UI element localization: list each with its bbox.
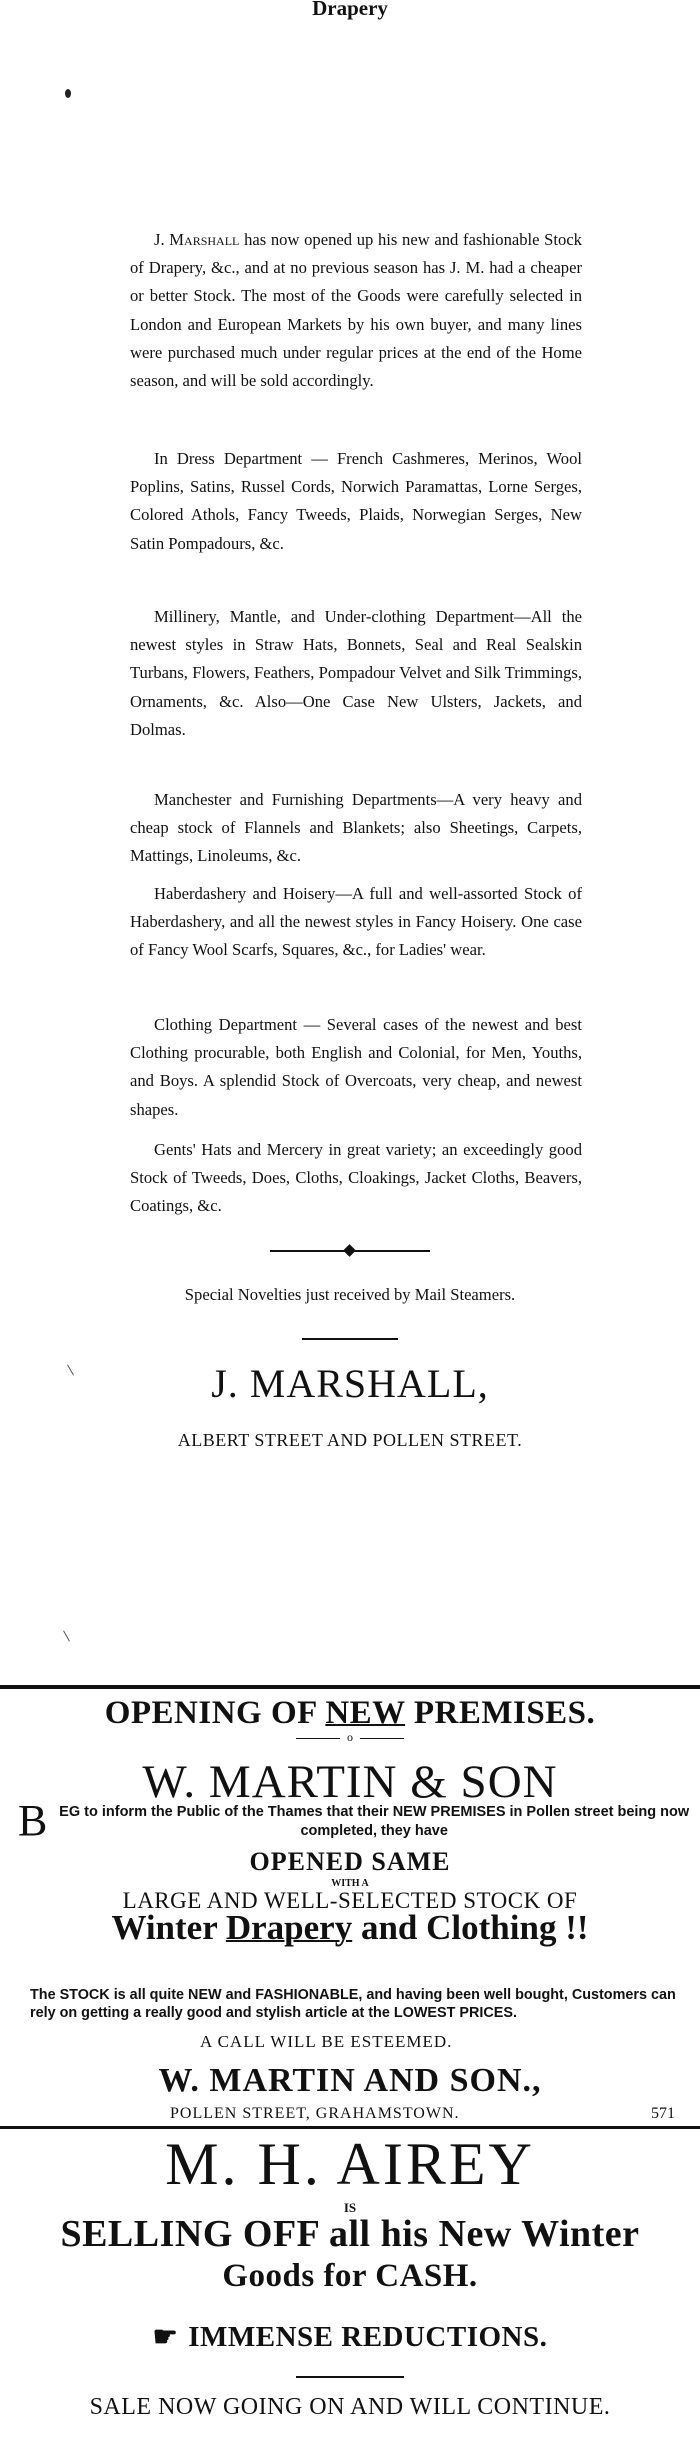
winter-part: Winter [111, 1908, 226, 1947]
is-line: IS [343, 2200, 357, 2215]
winter-part: and Clothing !! [352, 1908, 589, 1947]
martin-name-heading: W. MARTIN & SON [142, 1756, 558, 1808]
opened-same-line: OPENED SAME [249, 1847, 451, 1876]
ad-separator-rule [0, 2126, 700, 2129]
beg-to-inform-text: EG to inform the Public of the Thames that their NEW PREMISES in Pollen street being now completed, they have [59, 1804, 690, 1839]
marshall-signature: J. MARSHALL, [211, 1361, 489, 1406]
stock-note-paragraph: The STOCK is all quite NEW and FASHIONABLE, and having been well bought, Customers can rely on getting a really good and stylish article at the LOWEST PRICES. [30, 1987, 676, 2021]
ad-number: 571 [651, 2105, 675, 2122]
special-novelties-line: Special Novelties just received by Mail Steamers. [184, 1285, 516, 1304]
immense-reductions-text: IMMENSE REDUCTIONS. [188, 2321, 548, 2353]
large-stock-line: LARGE AND WELL-SELECTED STOCK OF [122, 1888, 578, 1913]
clothing-department-paragraph: Clothing Department — Several cases of the newest and best Clothing procurable, both English and Colonial, for Men, Youths, and Boys. A splendid Stock of Overcoats, very cheap, and newest shapes. [130, 1015, 582, 1119]
goods-for-cash-line: Goods for CASH. [222, 2258, 478, 2294]
ink-mark [63, 1631, 70, 1642]
sale-continue-line: SALE NOW GOING ON AND WILL CONTINUE. [89, 2394, 611, 2420]
opening-headline-part: OPENING OF [104, 1695, 326, 1731]
winter-drapery-word: Drapery [225, 1908, 353, 1947]
manchester-department-paragraph: Manchester and Furnishing Departments—A very heavy and cheap stock of Flannels and Blankets; also Sheetings, Carpets, Mattings, Linoleums, &c. [130, 790, 582, 866]
small-rule-right [360, 1738, 404, 1739]
beg-to-inform-paragraph [18, 1796, 698, 1845]
with-a-line: WITH A [331, 1878, 369, 1889]
airey-name-heading: M. H. AIREY [165, 2131, 535, 2197]
pointing-hand-icon: ☛ [152, 2322, 179, 2353]
marshall-intro-name: J. Marshall [154, 230, 240, 249]
marshall-intro-paragraph [130, 226, 582, 395]
haberdashery-paragraph: Haberdashery and Hoisery—A full and well-assorted Stock of Haberdashery, and all the newest styles in Fancy Hoisery. One case of Fancy Wool Scarfs, Squares, &c., for Ladies' wear. [130, 884, 582, 960]
gents-hats-paragraph: Gents' Hats and Mercery in great variety; an exceedingly good Stock of Tweeds, Does, Cloths, Cloakings, Jacket Cloths, Beavers, Coatings, &c. [130, 1140, 582, 1216]
divider-diamond-icon [343, 1244, 356, 1257]
opening-headline-part: PREMISES. [405, 1695, 596, 1731]
millinery-department-paragraph: Millinery, Mantle, and Under-clothing Department—All the newest styles in Straw Hats, Bonnets, Seal and Real Sealskin Turbans, Flowers, Feathers, Pompadour Velvet and Silk Trimmings, Ornaments, &c. Also—One Case New Ulsters, Jackets, and Dolmas. [130, 607, 582, 739]
selling-off-line: SELLING OFF all his New Winter [60, 2213, 640, 2255]
opening-headline [0, 1695, 700, 1732]
ink-speck [65, 89, 71, 98]
martin-signature: W. MARTIN AND SON., [158, 2062, 542, 2099]
page-header: Drapery [312, 0, 388, 20]
marshall-address: ALBERT STREET AND POLLEN STREET. [177, 1430, 523, 1450]
dress-department-paragraph: In Dress Department — French Cashmeres, Merinos, Wool Poplins, Satins, Russel Cords, Norwich Paramattas, Lorne Serges, Colored Athols, Fancy Tweeds, Plaids, Norwegian Serges, New Satin Pompadours, &c. [130, 449, 582, 553]
martin-address: POLLEN STREET, GRAHAMSTOWN. [170, 2105, 460, 2122]
short-divider [302, 1338, 398, 1340]
winter-drapery-line [0, 1908, 700, 1948]
rule-ornament: o [347, 1730, 353, 1744]
immense-reductions-line [0, 2320, 700, 2354]
ad-separator-rule [0, 1685, 700, 1689]
short-divider [296, 2376, 404, 2378]
call-esteemed-line: A CALL WILL BE ESTEEMED. [200, 2032, 453, 2051]
opening-headline-new: NEW [325, 1695, 406, 1731]
drop-cap: B [18, 1796, 48, 1845]
marshall-intro-text: has now opened up his new and fashionable Stock of Drapery, &c., and at no previous season has J. M. had a cheaper or better Stock. The most of the Goods were carefully selected in London and European Markets by his own buyer, and many lines were purchased much under regular prices at the end of the Home season, and will be sold accordingly. [130, 230, 582, 391]
